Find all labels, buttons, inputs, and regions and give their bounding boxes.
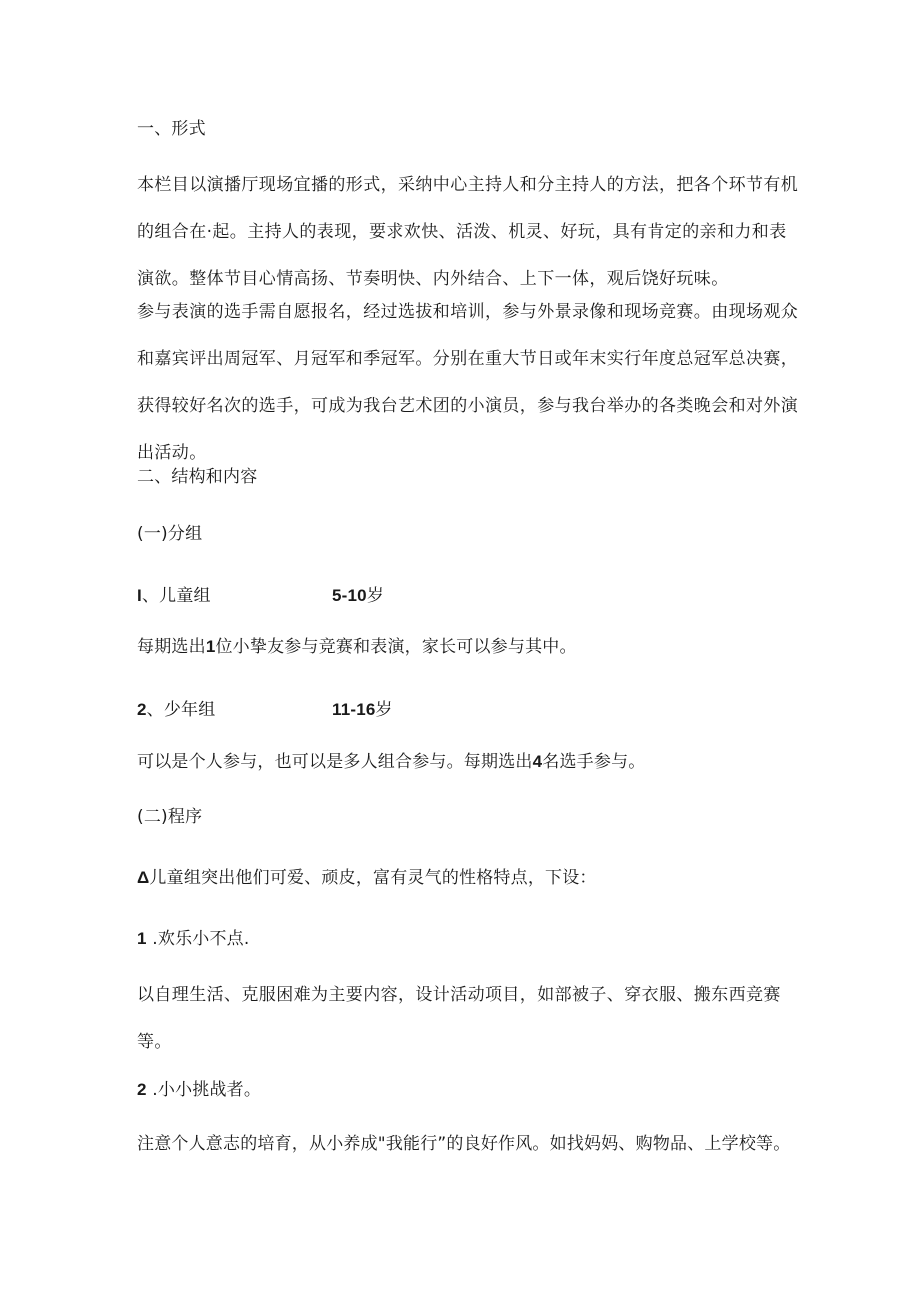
text-line: 的组合在·起。主持人的表现，要求欢快、活泼、机灵、好玩，具有肯定的亲和力和表 — [137, 222, 787, 242]
age-number: 11-16 — [332, 700, 376, 719]
item-little-challenger-description: 注意个人意志的培育，从小养成"我能行”的良好作风。如找妈妈、购物品、上学校等。 — [137, 1134, 791, 1154]
item-little-challenger-title — [137, 1080, 261, 1100]
desc-text: 可以是个人参与，也可以是多人组合参与。每期选出 — [137, 752, 533, 772]
text-line: 本栏目以演播厅现场宜播的形式，采纳中心主持人和分主持人的方法，把各个环节有机 — [137, 175, 799, 195]
age-unit: 岁 — [366, 586, 385, 606]
procedure-intro — [137, 868, 597, 888]
group-teen-description — [137, 752, 645, 772]
group-children-description — [137, 637, 577, 657]
group-number: I — [137, 586, 142, 605]
desc-number: 4 — [532, 752, 543, 771]
section-heading-structure: 二、结构和内容 — [137, 467, 258, 487]
item-number: 2 — [137, 1080, 147, 1099]
item-happy-little-one-description — [137, 985, 797, 1052]
intro-text: 儿童组突出他们可爱、顽皮，富有灵气的性格特点，下设： — [149, 868, 597, 888]
section-heading-form: 一、形式 — [137, 119, 206, 139]
group-children-line — [137, 586, 385, 606]
subheading-grouping: (一)分组 — [137, 524, 203, 544]
item-happy-little-one-title — [137, 929, 249, 949]
subheading-procedure: (二)程序 — [137, 807, 203, 827]
age-number: 5-10 — [332, 586, 367, 605]
text-line: 参与表演的选手需自愿报名，经过选拔和培训，参与外景录像和现场竞赛。由现场观众 — [137, 302, 799, 322]
text-line: 出活动。 — [137, 443, 207, 463]
text-line: 和嘉宾评出周冠军、月冠军和季冠军。分别在重大节日或年末实行年度总冠军总决赛， — [137, 349, 799, 369]
desc-text: 名选手参与。 — [542, 752, 646, 772]
delta-mark: Δ — [137, 868, 150, 887]
group-age-range — [332, 700, 393, 720]
text-line: 获得较好名次的选手，可成为我台艺术团的小演员，参与我台举办的各类晚会和对外演 — [137, 396, 799, 416]
paragraph-participants — [137, 302, 797, 463]
item-title: .小小挑战者。 — [146, 1080, 262, 1100]
item-number: 1 — [137, 929, 147, 948]
item-title: .欢乐小不点. — [146, 929, 250, 949]
text-line: 演欲。整体节目心情高扬、节奏明快、内外结合、上下一体，观后饶好玩味。 — [137, 269, 729, 289]
desc-text: 每期选出 — [137, 637, 206, 657]
group-label: 、少年组 — [146, 700, 216, 720]
group-number: 2 — [137, 700, 147, 719]
desc-number: 1 — [205, 637, 216, 656]
age-unit: 岁 — [375, 700, 393, 720]
paragraph-format-description — [137, 175, 797, 289]
text-line: 等。 — [137, 1032, 172, 1052]
group-age-range — [332, 586, 384, 606]
text-line: 以自理生活、克服困难为主要内容，设计活动项目，如部被子、穿衣服、搬东西竞赛 — [137, 985, 781, 1005]
group-teen-line — [137, 700, 393, 720]
group-label: 、儿童组 — [141, 586, 211, 606]
desc-text: 位小挚友参与竞赛和表演，家长可以参与其中。 — [215, 637, 577, 657]
